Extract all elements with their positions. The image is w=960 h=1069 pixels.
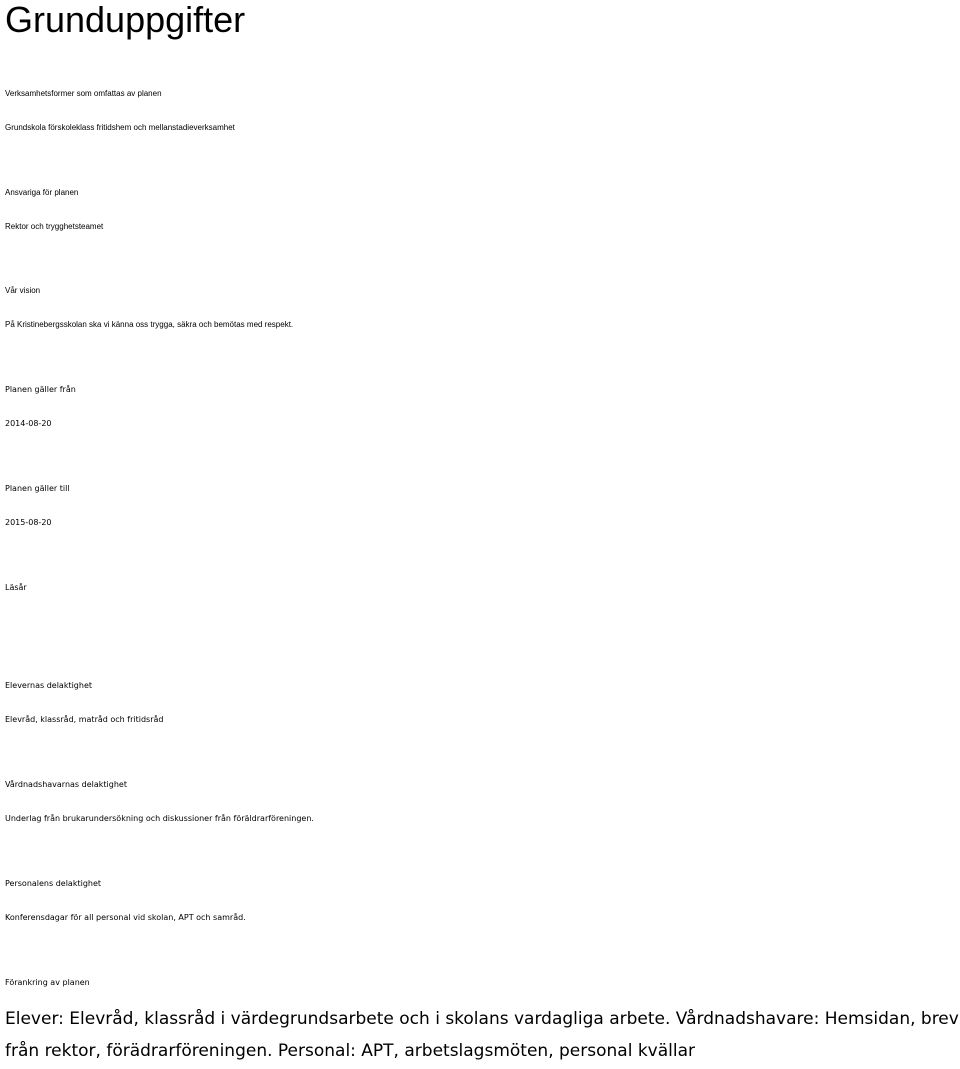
section-body: Rektor och trygghetsteamet <box>5 222 104 231</box>
page-title: Grunduppgifter <box>5 0 246 40</box>
section-heading: Verksamhetsformer som omfattas av planen <box>5 89 162 98</box>
section-heading: Planen gäller till <box>5 484 70 493</box>
section-ansvariga <box>5 177 960 239</box>
section-body: 2015-08-20 <box>5 518 52 527</box>
section-heading: Vår vision <box>5 286 41 295</box>
section-verksamhetsformer <box>5 78 960 140</box>
section-heading: Läsår <box>5 583 27 592</box>
section-forankring <box>5 967 960 1067</box>
section-elevernas-delaktighet <box>5 670 960 732</box>
section-heading: Ansvariga för planen <box>5 188 79 197</box>
section-lasar <box>5 572 960 610</box>
section-personalens-delaktighet <box>5 868 960 930</box>
section-heading: Personalens delaktighet <box>5 879 102 888</box>
section-planen-galler-fran <box>5 374 960 436</box>
section-planen-galler-till <box>5 473 960 535</box>
section-body: Underlag från brukarundersökning och diskussioner från föräldrarföreningen. <box>5 814 314 823</box>
section-body: 2014-08-20 <box>5 419 52 428</box>
section-var-vision <box>5 275 960 337</box>
section-body: Elever: Elevråd, klassråd i värdegrundsarbete och i skolans vardagliga arbete. Vårdnadshavare: Hemsidan, brev från rektor, förädrarföreningen. Personal: APT, arbetslagsmöten, personal kvällar <box>5 1009 959 1061</box>
section-vardnadshavarnas-delaktighet <box>5 769 960 831</box>
section-heading: Planen gäller från <box>5 385 76 394</box>
section-body: Elevråd, klassråd, matråd och fritidsråd <box>5 715 164 724</box>
section-heading: Förankring av planen <box>5 978 90 987</box>
section-heading: Elevernas delaktighet <box>5 681 93 690</box>
section-body: På Kristinebergsskolan ska vi känna oss trygga, säkra och bemötas med respekt. <box>5 320 294 329</box>
section-body: Grundskola förskoleklass fritidshem och mellanstadieverksamhet <box>5 123 235 132</box>
section-heading: Vårdnadshavarnas delaktighet <box>5 780 127 789</box>
section-body: Konferensdagar för all personal vid skolan, APT och samråd. <box>5 913 246 922</box>
